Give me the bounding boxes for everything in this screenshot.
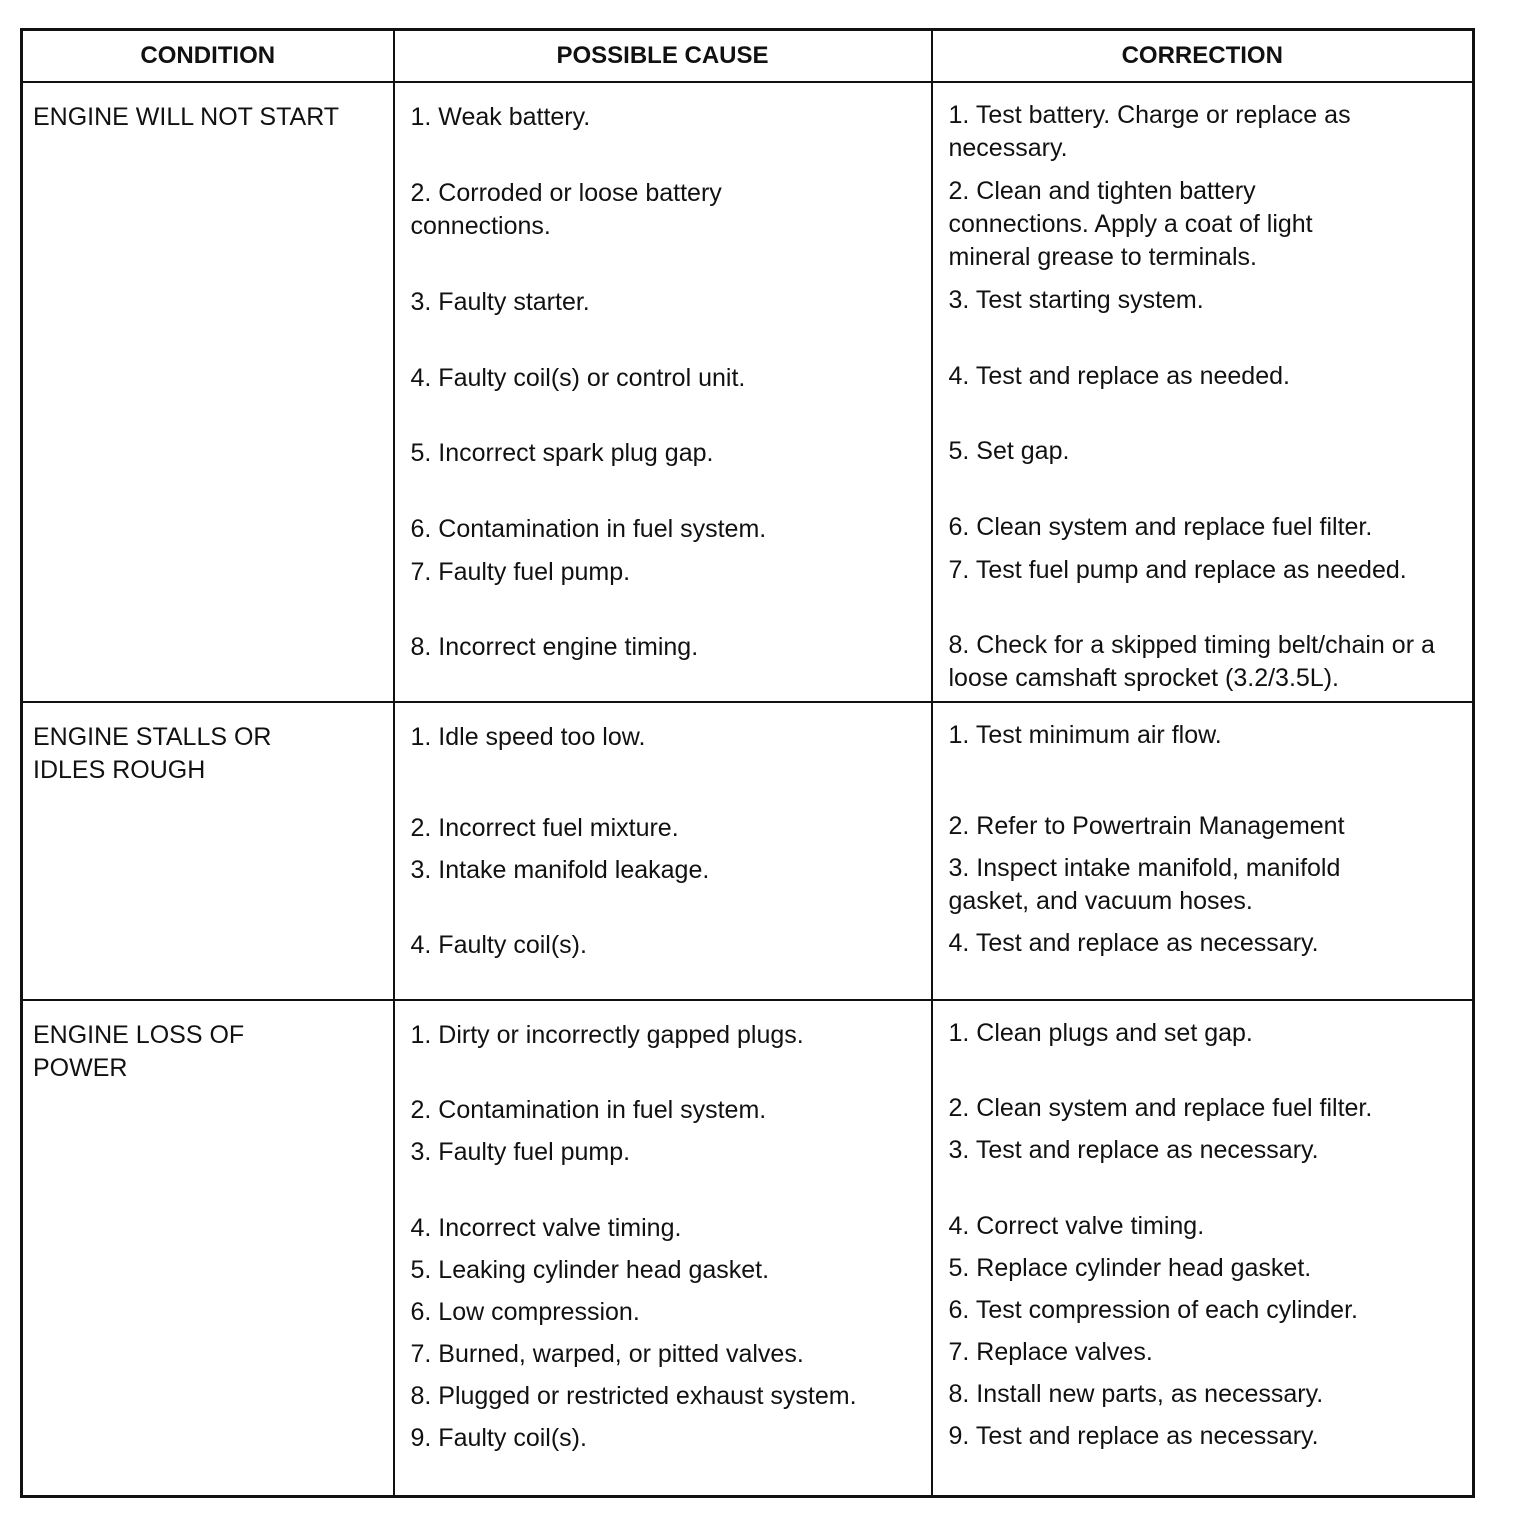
cause-item: 8. Plugged or restricted exhaust system. xyxy=(410,1382,857,1410)
cause-item: 2. Corroded or loose battery connections. xyxy=(410,179,722,240)
cause-item: 1. Idle speed too low. xyxy=(410,723,646,751)
header-row xyxy=(22,30,1474,83)
correction-item: 7. Test fuel pump and replace as needed. xyxy=(948,556,1407,584)
cause-item: 7. Burned, warped, or pitted valves. xyxy=(410,1340,804,1368)
table-row-engine-stalls xyxy=(22,702,1474,1000)
condition-text: ENGINE WILL NOT START xyxy=(33,103,340,131)
table-row-engine-loss-of-power xyxy=(22,1000,1474,1497)
correction-item: 5. Replace cylinder head gasket. xyxy=(948,1254,1312,1282)
correction-item: 5. Set gap. xyxy=(948,437,1070,465)
cause-item: 1. Dirty or incorrectly gapped plugs. xyxy=(410,1021,804,1049)
correction-cell xyxy=(932,82,1474,702)
diagnosis-table xyxy=(20,28,1475,1498)
condition-cell xyxy=(22,82,394,702)
cause-cell xyxy=(394,82,932,702)
condition-cell xyxy=(22,702,394,1000)
cause-item: 3. Intake manifold leakage. xyxy=(410,856,710,884)
cause-cell xyxy=(394,1000,932,1497)
header-condition: CONDITION xyxy=(22,30,394,83)
cause-item: 3. Faulty starter. xyxy=(410,288,590,316)
correction-cell xyxy=(932,1000,1474,1497)
cause-item: 3. Faulty fuel pump. xyxy=(410,1138,631,1166)
cause-cell xyxy=(394,702,932,1000)
correction-item: 2. Clean and tighten battery connections. Apply a coat of light mineral grease to terminals. xyxy=(948,177,1313,271)
correction-item: 4. Test and replace as needed. xyxy=(948,362,1290,390)
correction-item: 3. Inspect intake manifold, manifold gasket, and vacuum hoses. xyxy=(948,854,1341,915)
correction-item: 2. Clean system and replace fuel filter. xyxy=(948,1094,1373,1122)
correction-item: 1. Test minimum air flow. xyxy=(948,721,1222,749)
correction-item: 1. Clean plugs and set gap. xyxy=(948,1019,1253,1047)
correction-item: 8. Check for a skipped timing belt/chain or a loose camshaft sprocket (3.2/3.5L). xyxy=(948,631,1435,692)
cause-item: 2. Incorrect fuel mixture. xyxy=(410,814,679,842)
correction-item: 1. Test battery. Charge or replace as necessary. xyxy=(948,101,1351,162)
condition-text: ENGINE STALLS OR IDLES ROUGH xyxy=(33,723,272,784)
condition-cell xyxy=(22,1000,394,1497)
correction-item: 4. Correct valve timing. xyxy=(948,1212,1205,1240)
condition-text: ENGINE LOSS OF POWER xyxy=(33,1021,245,1082)
cause-item: 4. Faulty coil(s) or control unit. xyxy=(410,364,746,392)
cause-item: 2. Contamination in fuel system. xyxy=(410,1096,767,1124)
correction-item: 9. Test and replace as necessary. xyxy=(948,1422,1319,1450)
cause-item: 7. Faulty fuel pump. xyxy=(410,558,631,586)
correction-item: 8. Install new parts, as necessary. xyxy=(948,1380,1324,1408)
correction-item: 3. Test starting system. xyxy=(948,286,1204,314)
table-row-engine-will-not-start xyxy=(22,82,1474,702)
header-correction: CORRECTION xyxy=(932,30,1474,83)
header-possible-cause: POSSIBLE CAUSE xyxy=(394,30,932,83)
cause-item: 1. Weak battery. xyxy=(410,103,591,131)
cause-item: 6. Contamination in fuel system. xyxy=(410,515,767,543)
correction-item: 3. Test and replace as necessary. xyxy=(948,1136,1319,1164)
correction-item: 2. Refer to Powertrain Management xyxy=(948,812,1345,840)
cause-item: 4. Faulty coil(s). xyxy=(410,931,587,959)
correction-item: 4. Test and replace as necessary. xyxy=(948,929,1319,957)
correction-item: 7. Replace valves. xyxy=(948,1338,1153,1366)
correction-cell xyxy=(932,702,1474,1000)
cause-item: 9. Faulty coil(s). xyxy=(410,1424,587,1452)
cause-item: 5. Incorrect spark plug gap. xyxy=(410,439,714,467)
cause-item: 4. Incorrect valve timing. xyxy=(410,1214,682,1242)
correction-item: 6. Clean system and replace fuel filter. xyxy=(948,513,1373,541)
cause-item: 5. Leaking cylinder head gasket. xyxy=(410,1256,770,1284)
cause-item: 6. Low compression. xyxy=(410,1298,640,1326)
correction-item: 6. Test compression of each cylinder. xyxy=(948,1296,1358,1324)
cause-item: 8. Incorrect engine timing. xyxy=(410,633,699,661)
